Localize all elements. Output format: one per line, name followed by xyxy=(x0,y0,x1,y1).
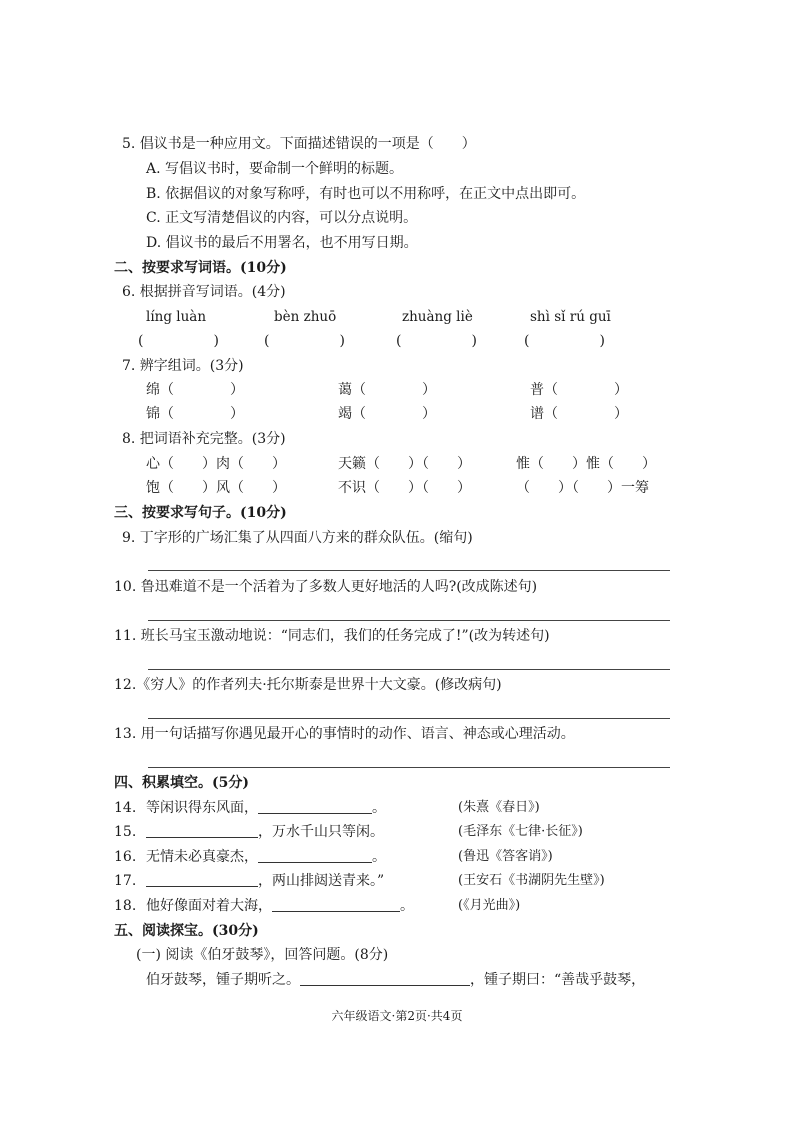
answer-line[interactable] xyxy=(148,570,670,571)
text-after: ，两山排闼送青来。” xyxy=(258,873,385,889)
q5-option-c[interactable]: C. 正文写清楚倡议的内容，可以分点说明。 xyxy=(146,210,418,226)
q6-stem: 6. 根据拼音写词语。(4分) xyxy=(122,284,286,300)
answer-line[interactable] xyxy=(148,718,670,719)
fill-item-18 xyxy=(114,897,414,915)
poem-source: (毛泽东《七律·长征》) xyxy=(458,824,583,839)
text-before: 他好像面对着大海， xyxy=(146,898,272,914)
q5-stem: 5. 倡议书是一种应用文。下面描述错误的一项是（ ） xyxy=(122,136,476,152)
q8-item[interactable]: 天籁（ ）（ ） xyxy=(338,456,471,472)
q6-pinyin-1: líng luàn xyxy=(146,309,207,325)
q8-item[interactable]: 饱（ ）风（ ） xyxy=(146,480,286,496)
fill-blank[interactable] xyxy=(300,972,470,986)
answer-line[interactable] xyxy=(148,767,670,768)
fill-blank[interactable] xyxy=(272,898,400,912)
reading-passage xyxy=(146,971,645,989)
q12-stem: 12.《穷人》的作者列夫·托尔斯泰是世界十大文豪。(修改病句) xyxy=(114,677,502,693)
fill-blank[interactable] xyxy=(146,873,258,887)
page-footer: 六年级语文·第2页·共4页 xyxy=(331,1009,463,1023)
answer-line[interactable] xyxy=(148,620,670,621)
poem-source: (王安石《书湖阴先生壁》) xyxy=(458,873,605,888)
fill-blank[interactable] xyxy=(258,849,372,863)
fill-blank[interactable] xyxy=(146,824,258,838)
q7-item[interactable]: 谱（ ） xyxy=(530,406,628,422)
q6-answer-box-2[interactable]: ( ) xyxy=(264,333,345,349)
q5-option-d[interactable]: D. 倡议书的最后不用署名，也不用写日期。 xyxy=(146,235,418,251)
section2-heading: 二、按要求写词语。(10分) xyxy=(114,260,287,276)
poem-source: (朱熹《春日》) xyxy=(458,800,540,815)
q7-item[interactable]: 绵（ ） xyxy=(146,382,244,398)
item-number: 18. xyxy=(114,898,137,914)
fill-item-16 xyxy=(114,848,386,866)
fill-item-15 xyxy=(114,823,384,841)
text-before: 等闲识得东风面， xyxy=(146,800,258,816)
q11-stem: 11. 班长马宝玉激动地说：“同志们，我们的任务完成了!”(改为转述句) xyxy=(114,628,550,644)
q5-option-b[interactable]: B. 依据倡议的对象写称呼，有时也可以不用称呼，在正文中点出即可。 xyxy=(146,186,586,202)
q6-pinyin-2: bèn zhuō xyxy=(274,309,337,325)
answer-line[interactable] xyxy=(148,669,670,670)
q7-stem: 7. 辨字组词。(3分) xyxy=(122,358,244,374)
text-before: 无情未必真豪杰， xyxy=(146,849,258,865)
q13-stem: 13. 用一句话描写你遇见最开心的事情时的动作、语言、神态或心理活动。 xyxy=(114,726,575,742)
reading-subheading: (一) 阅读《伯牙鼓琴》，回答问题。(8分) xyxy=(136,947,389,963)
fill-blank[interactable] xyxy=(258,800,372,814)
passage-text: ，锺子期曰：“善哉乎鼓琴， xyxy=(470,972,646,988)
q7-item[interactable]: 普（ ） xyxy=(530,382,628,398)
q8-stem: 8. 把词语补充完整。(3分) xyxy=(122,431,286,447)
item-number: 15. xyxy=(114,824,137,840)
passage-text: 伯牙鼓琴，锺子期听之。 xyxy=(146,972,300,988)
q5-option-a[interactable]: A. 写倡议书时，要命制一个鲜明的标题。 xyxy=(146,161,404,177)
fill-item-14 xyxy=(114,799,386,817)
text-after: 。 xyxy=(372,800,386,816)
q8-item[interactable]: （ ）（ ）一筹 xyxy=(516,480,649,496)
q7-item[interactable]: 竭（ ） xyxy=(338,406,436,422)
q6-answer-box-3[interactable]: ( ) xyxy=(396,333,477,349)
text-after: 。 xyxy=(372,849,386,865)
q6-answer-box-1[interactable]: ( ) xyxy=(138,333,219,349)
text-after: 。 xyxy=(400,898,414,914)
q10-stem: 10. 鲁迅难道不是一个活着为了多数人更好地活的人吗?(改成陈述句) xyxy=(114,579,538,595)
item-number: 16. xyxy=(114,849,137,865)
q8-item[interactable]: 不识（ ）（ ） xyxy=(338,480,471,496)
fill-item-17 xyxy=(114,872,384,890)
text-after: ，万水千山只等闲。 xyxy=(258,824,384,840)
item-number: 14. xyxy=(114,800,137,816)
q6-pinyin-4: shì sǐ rú guī xyxy=(530,309,611,325)
q6-answer-box-4[interactable]: ( ) xyxy=(524,333,605,349)
q7-item[interactable]: 蔼（ ） xyxy=(338,382,436,398)
section4-heading: 四、积累填空。(5分) xyxy=(114,775,249,791)
q8-item[interactable]: 心（ ）肉（ ） xyxy=(146,456,286,472)
section3-heading: 三、按要求写句子。(10分) xyxy=(114,505,287,521)
q9-stem: 9. 丁字形的广场汇集了从四面八方来的群众队伍。(缩句) xyxy=(122,530,473,546)
section5-heading: 五、阅读探宝。(30分) xyxy=(114,923,259,939)
item-number: 17. xyxy=(114,873,137,889)
poem-source: (《月光曲》) xyxy=(458,898,521,913)
q6-pinyin-3: zhuàng liè xyxy=(402,309,473,325)
q8-item[interactable]: 惟（ ）惟（ ） xyxy=(516,456,656,472)
poem-source: (鲁迅《答客诮》) xyxy=(458,849,553,864)
q7-item[interactable]: 锦（ ） xyxy=(146,406,244,422)
